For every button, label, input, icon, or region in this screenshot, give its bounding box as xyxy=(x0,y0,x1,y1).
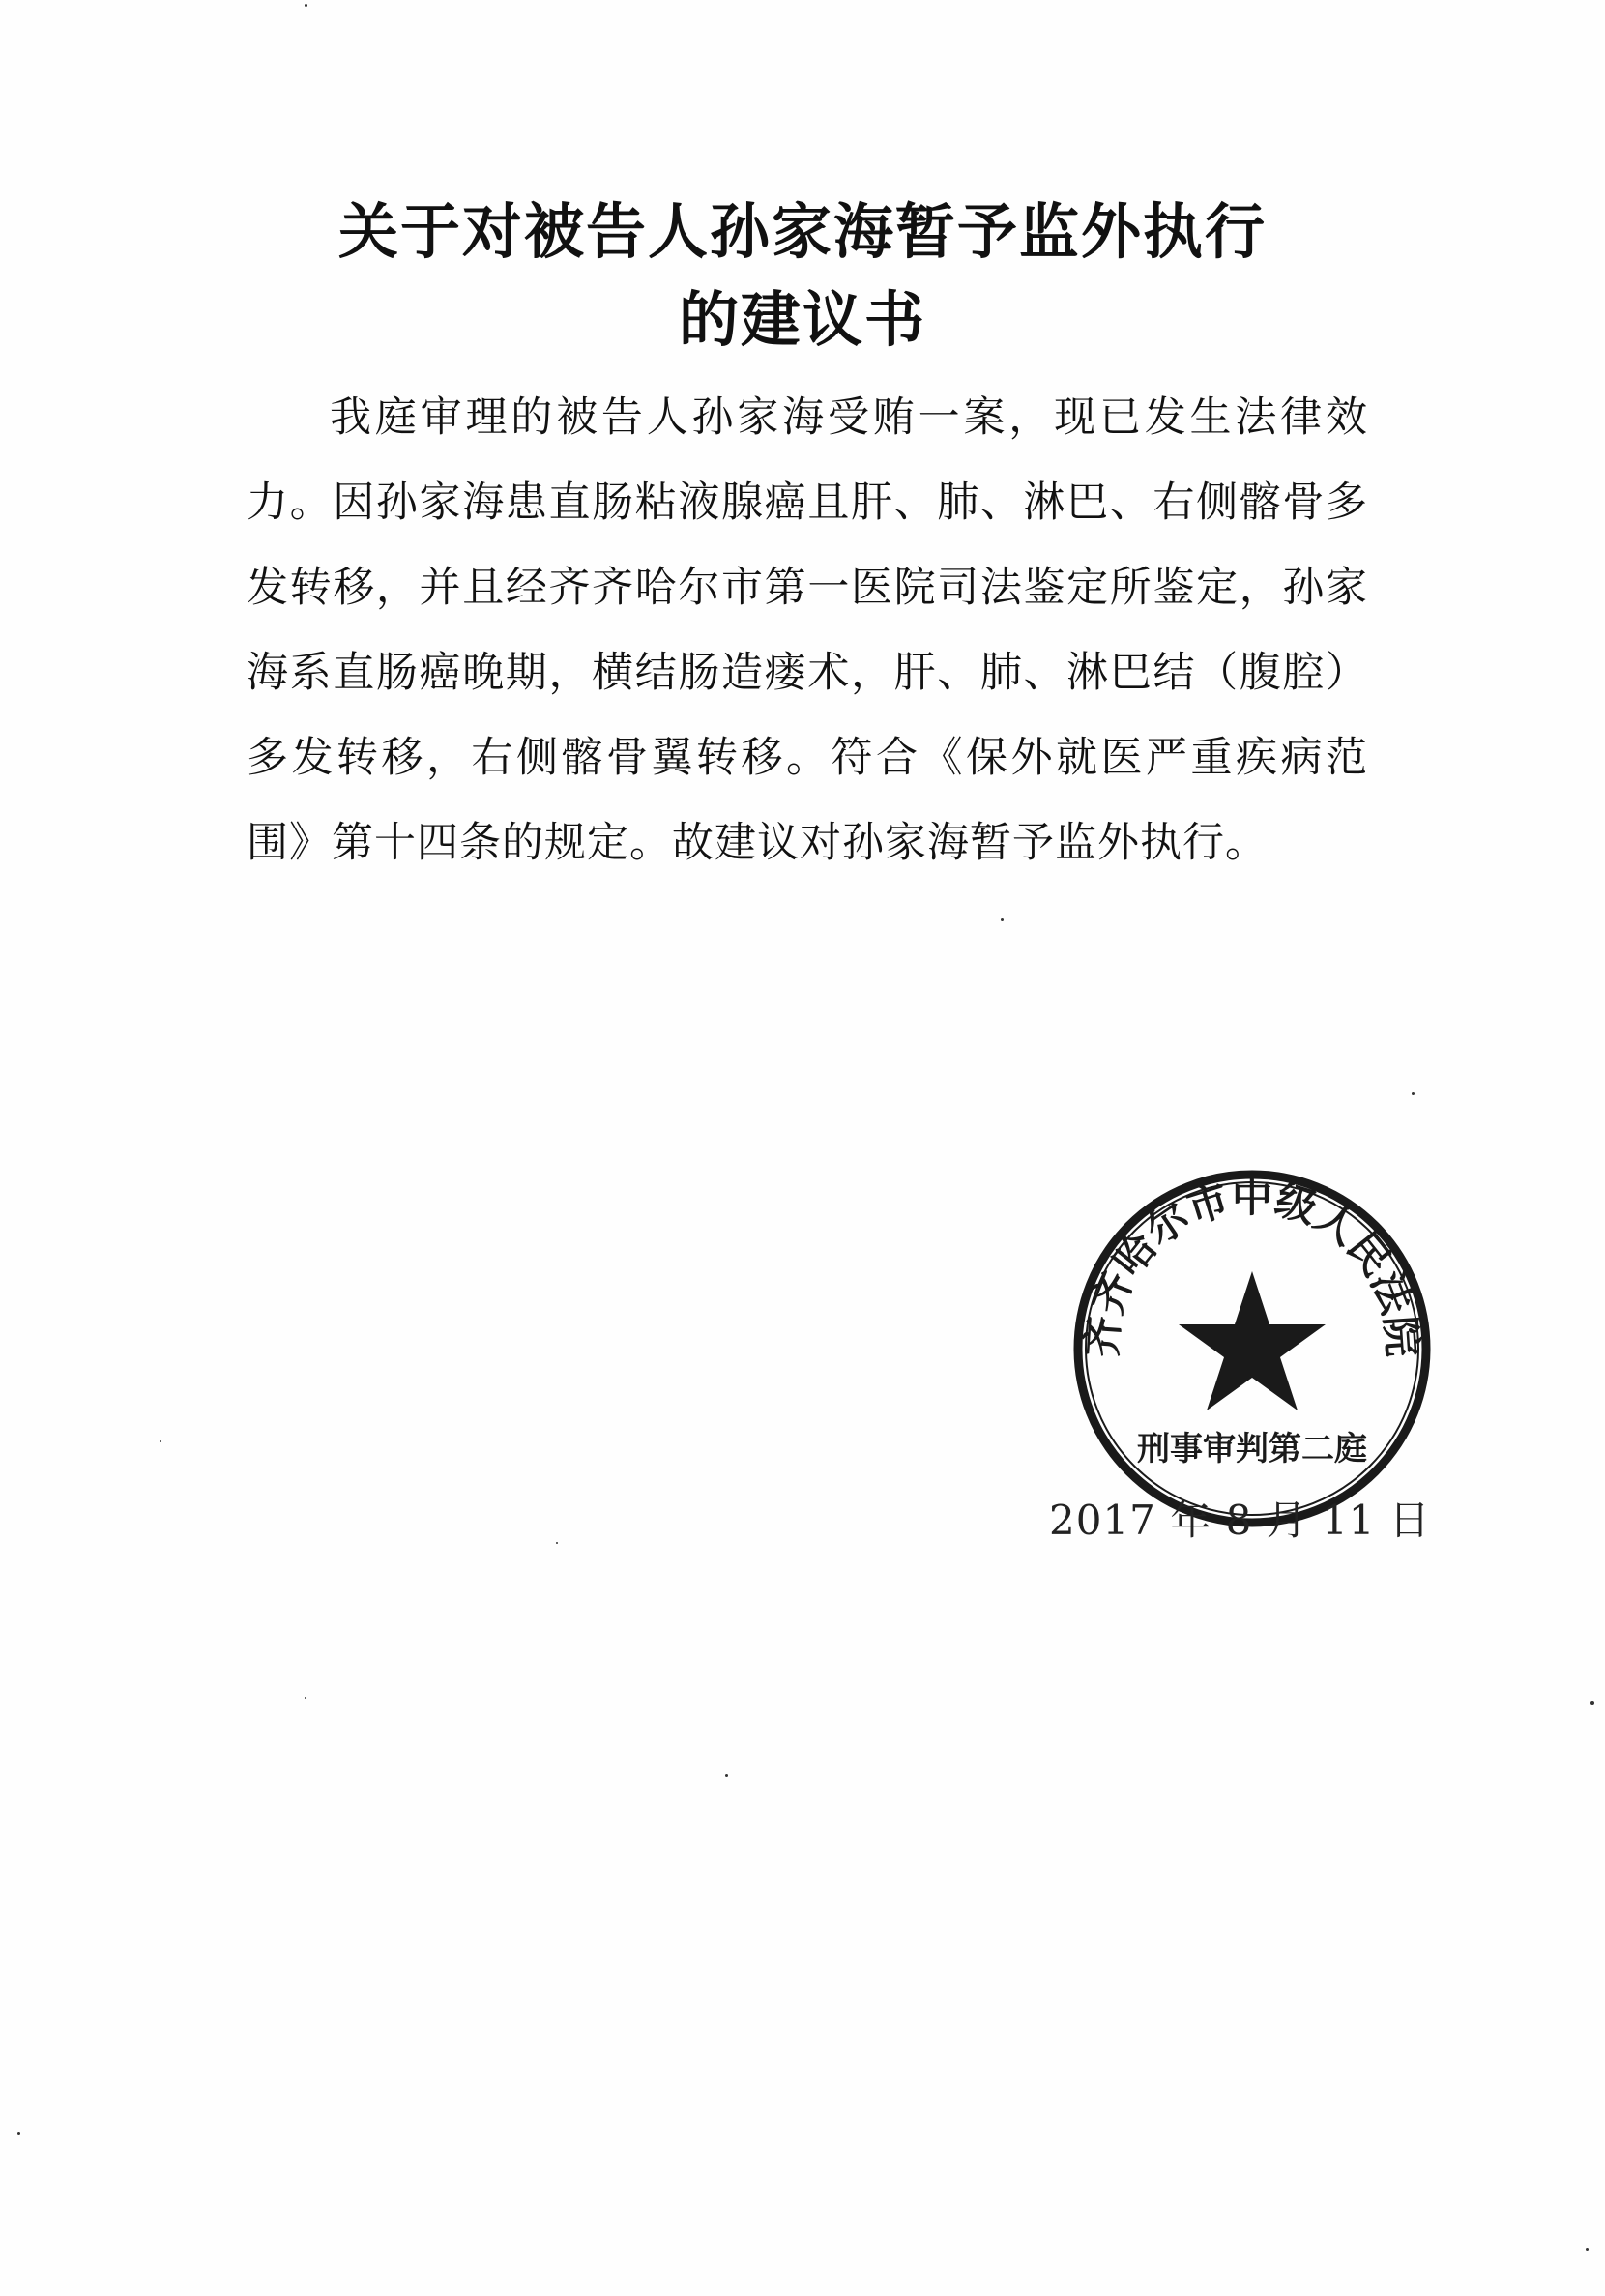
scan-speck xyxy=(17,2132,20,2135)
court-seal-stamp xyxy=(1059,1155,1445,1542)
seal-inner-text: 刑事审判第二庭 xyxy=(1137,1430,1367,1468)
scan-speck xyxy=(160,1440,161,1442)
scan-speck xyxy=(1590,1701,1594,1705)
document-title: 关于对被告人孙家海暂予监外执行 xyxy=(337,196,1267,267)
scan-speck xyxy=(305,4,307,7)
document-title-continued: 的建议书 xyxy=(678,284,926,355)
seal-outer-text: 齐齐哈尔市中级人民法院 xyxy=(1077,1174,1427,1359)
star-icon xyxy=(1179,1271,1326,1410)
document-date: 2017 年 8 月 11 日 xyxy=(1049,1497,1431,1544)
body-paragraph: 我庭审理的被告人孙家海受贿一案，现已发生法律效力。因孙家海患直肠粘液腺癌且肝、肺、淋巴、右侧髂骨多发转移，并且经齐齐哈尔市第一医院司法鉴定所鉴定，孙家海系直肠癌晚期，横结肠造瘘术，肝、肺、淋巴结（腹腔）多发转移，右侧髂骨翼转移。符合《保外就医严重疾病范围》第十四条的规定。故建议对孙家海暂予监外执行。 xyxy=(247,393,1368,867)
scan-speck xyxy=(556,1542,558,1544)
scan-speck xyxy=(1412,1092,1415,1095)
scan-speck xyxy=(305,1697,306,1699)
scan-speck xyxy=(1586,2248,1589,2251)
scan-speck xyxy=(725,1774,728,1777)
scan-speck xyxy=(1001,918,1004,921)
